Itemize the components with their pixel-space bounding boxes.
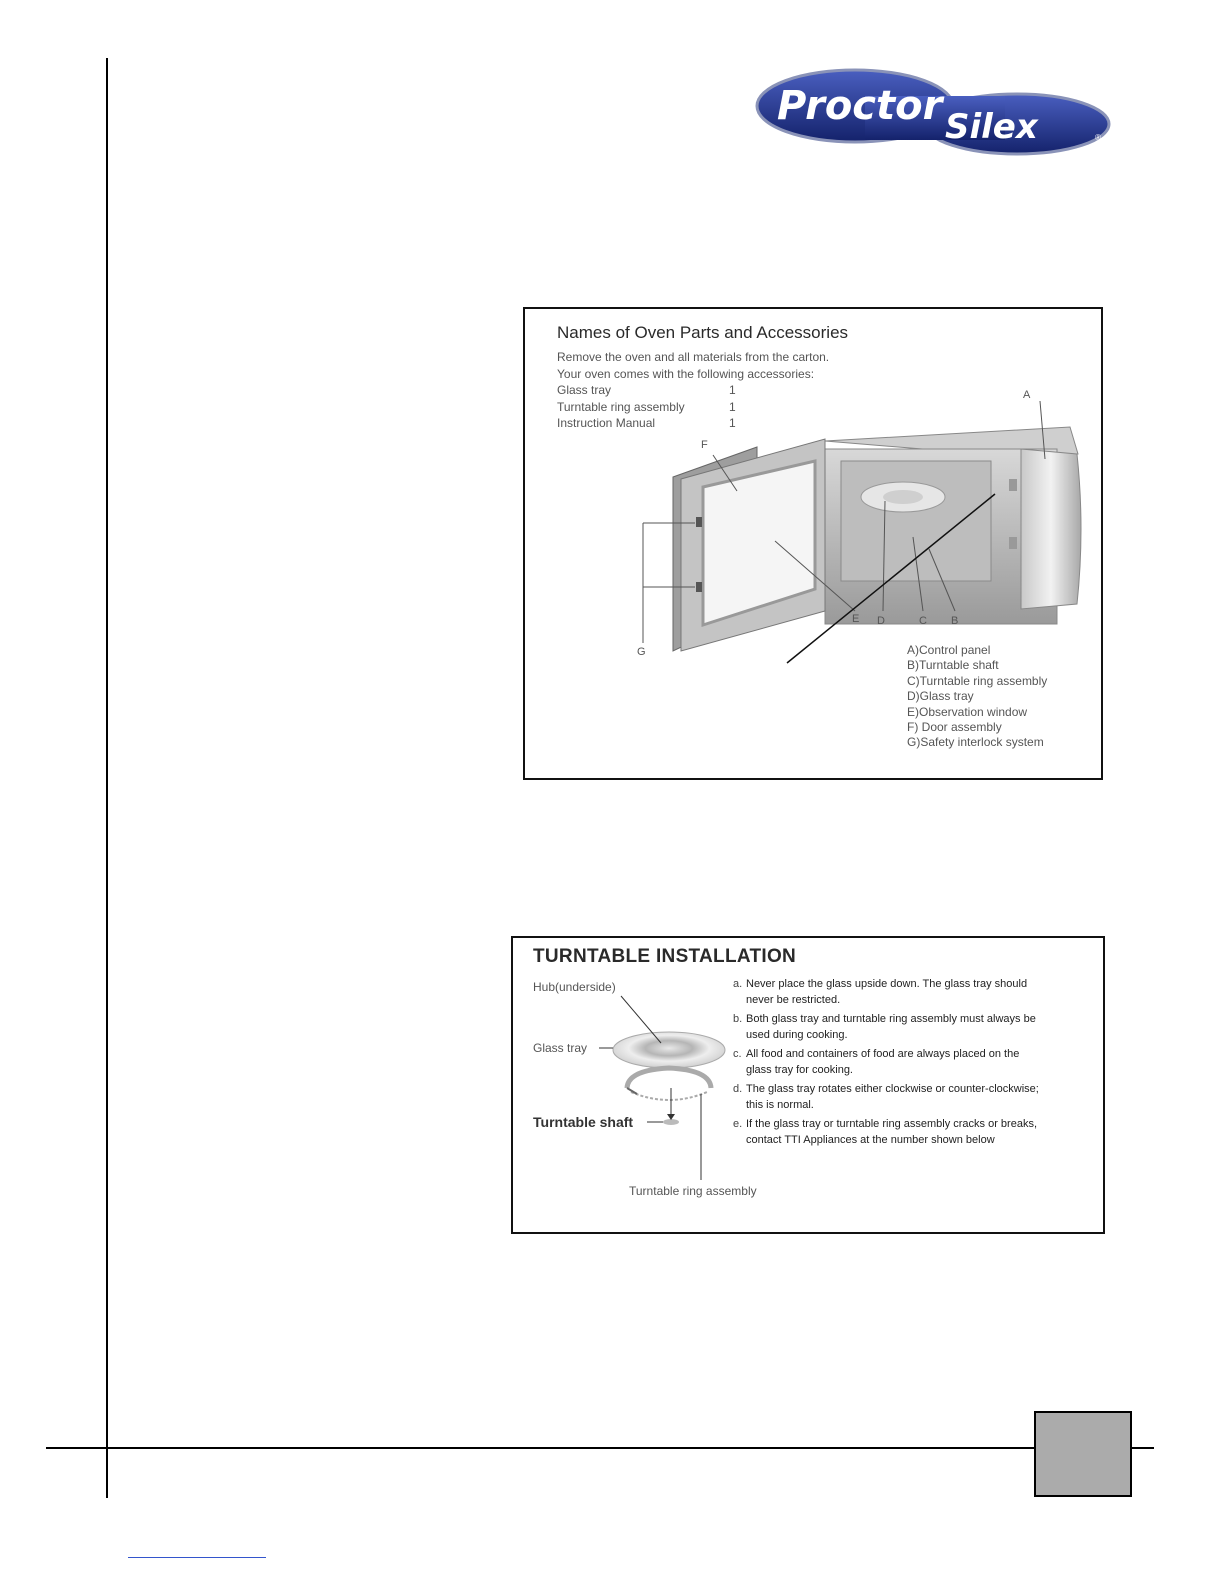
callout-e: E (852, 613, 860, 625)
accessory-row: Glass tray 1 (557, 383, 736, 397)
step-item: a. Never place the glass upside down. The glass tray should never be restricted. (733, 978, 1028, 1006)
parts-legend (907, 643, 1047, 751)
turntable-shaft-label: Turntable shaft (533, 1114, 634, 1130)
turntable-ring-label: Turntable ring assembly (629, 1184, 757, 1198)
hub-label: Hub(underside) (533, 980, 616, 994)
proctor-silex-logo (755, 66, 1115, 158)
legend-item: A)Control panel (907, 643, 991, 657)
legend-item: F) Door assembly (907, 720, 1002, 735)
logo-word-proctor: Proctor (777, 83, 943, 129)
callout-g: G (637, 646, 646, 658)
callout-d: D (877, 615, 885, 627)
callout-f: F (701, 439, 708, 451)
callout-b: B (951, 615, 959, 627)
oven-parts-title: Names of Oven Parts and Accessories (557, 323, 849, 342)
svg-text:®: ® (1095, 133, 1101, 142)
step-item: b. Both glass tray and turntable ring assembly must always be used during cooking. (733, 1013, 1036, 1041)
left-vertical-rule (106, 58, 108, 1498)
accessory-row: Instruction Manual 1 (557, 416, 736, 430)
callout-a: A (1023, 389, 1031, 401)
legend-item: E)Observation window (907, 704, 1028, 719)
turntable-installation-figure (511, 936, 1105, 1234)
page-number-box (1034, 1411, 1132, 1497)
legend-item: G)Safety interlock system (907, 735, 1044, 750)
legend-item: C)Turntable ring assembly (907, 673, 1048, 688)
logo-word-silex: Silex (945, 107, 1038, 147)
footer-link-underline (128, 1557, 266, 1558)
turntable-title: TURNTABLE INSTALLATION (533, 946, 797, 967)
installation-steps (733, 976, 1093, 1151)
callout-c: C (919, 615, 927, 627)
accessory-row: Turntable ring assembly 1 (557, 399, 736, 414)
glass-tray-label: Glass tray (533, 1041, 588, 1055)
legend-item: B)Turntable shaft (907, 658, 999, 673)
step-item: d. The glass tray rotates either clockwise or counter-clockwise; this is normal. (733, 1083, 1039, 1111)
step-item: c. All food and containers of food are always placed on the glass tray for cooking. (733, 1048, 1020, 1076)
step-item: e. If the glass tray or turntable ring assembly cracks or breaks, contact TTI Appliances at the number shown below (733, 1118, 1038, 1146)
oven-parts-figure (523, 307, 1103, 780)
footer-rule (46, 1447, 1154, 1449)
oven-parts-intro: Remove the oven and all materials from the carton. Your oven comes with the following accessories: (557, 350, 830, 381)
legend-item: D)Glass tray (907, 689, 974, 704)
